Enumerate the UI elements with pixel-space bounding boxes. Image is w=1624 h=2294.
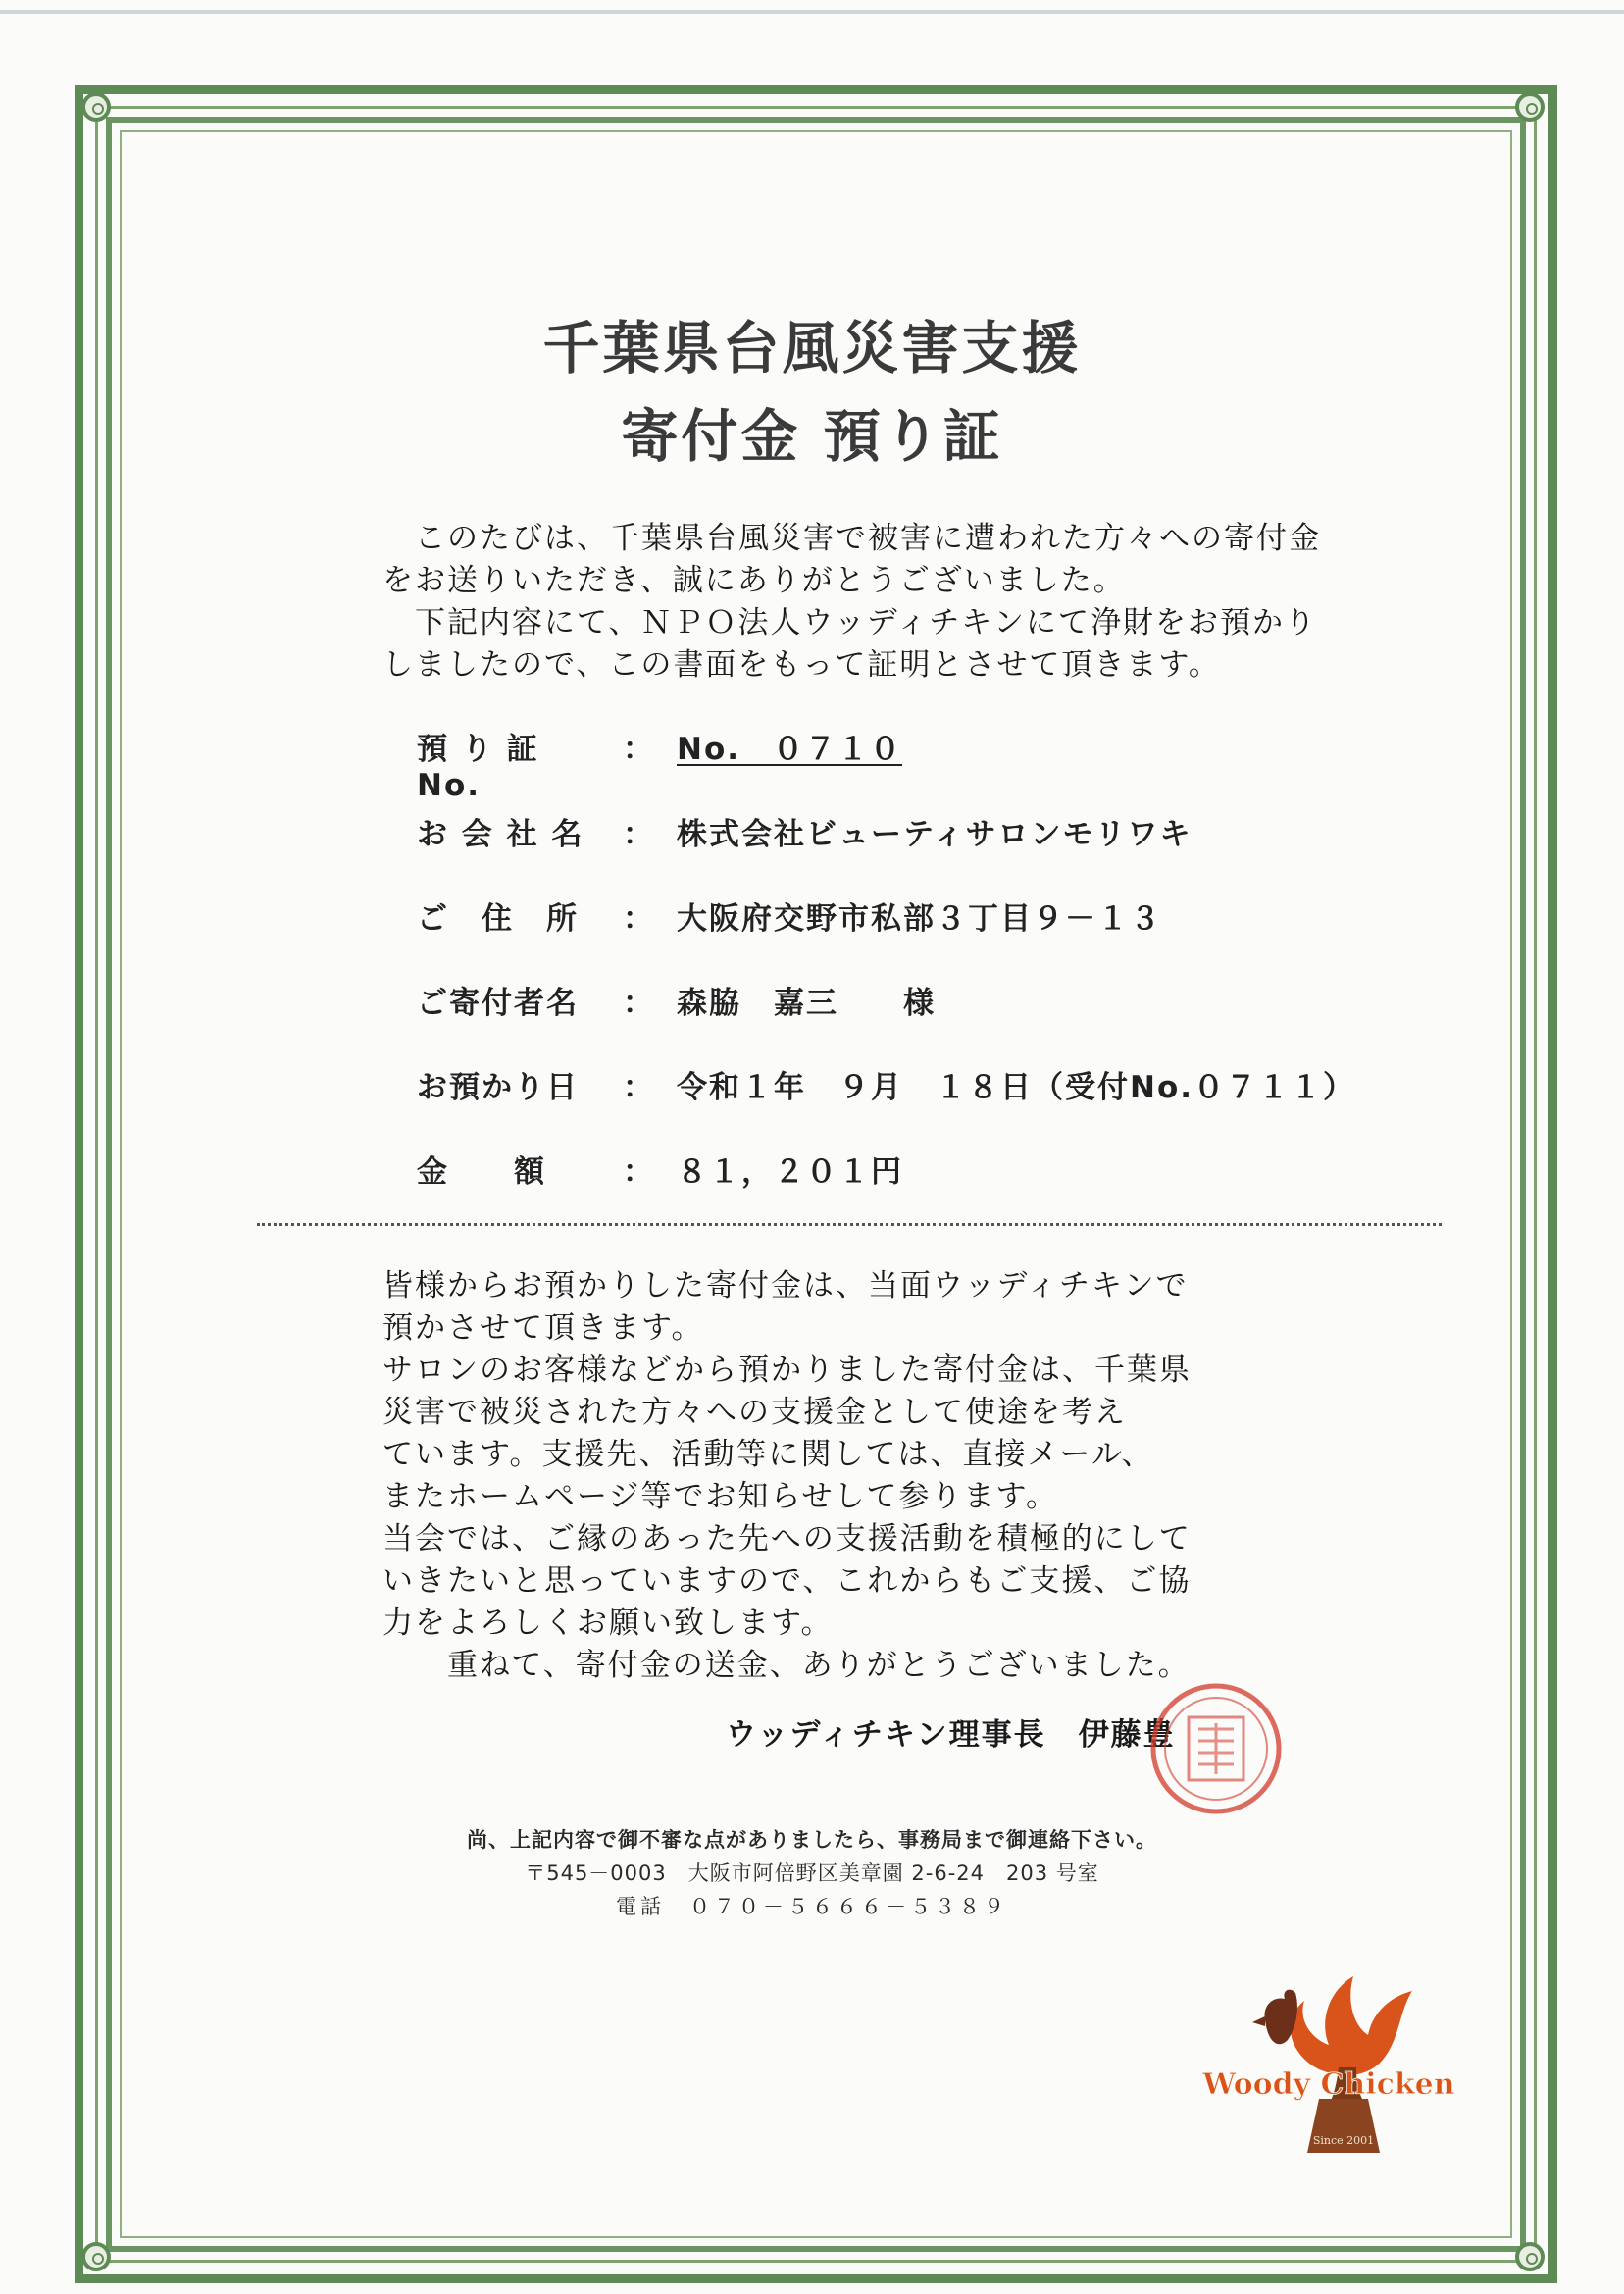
intro-line: しましたので、この書面をもって証明とさせて頂きます。 bbox=[382, 647, 1221, 683]
footer-note: 尚、上記内容で御不審な点がありましたら、事務局まで御連絡下さい。 bbox=[467, 1828, 1157, 1852]
footer-phone: 電話 ０７０－５６６６－５３８９ bbox=[616, 1895, 1008, 1918]
field-colon: ： bbox=[623, 986, 655, 1021]
rooster-icon bbox=[1252, 1976, 1412, 2153]
body-line: 力をよろしくお願い致します。 bbox=[382, 1606, 834, 1641]
intro-line: このたびは、千葉県台風災害で被害に遭われた方々への寄付金 bbox=[382, 521, 1321, 556]
field-label: 金 額 bbox=[417, 1154, 546, 1190]
corner-ornament-icon bbox=[81, 2242, 111, 2271]
signature-line: ウッディチキン理事長 伊藤豊 bbox=[726, 1717, 1176, 1753]
field-label: お預かり日 bbox=[417, 1070, 579, 1105]
document-title-line1: 千葉県台風災害支援 bbox=[542, 315, 1082, 382]
intro-line: をお送りいただき、誠にありがとうございました。 bbox=[382, 563, 1126, 598]
woody-chicken-logo bbox=[1172, 1952, 1486, 2158]
body-paragraph bbox=[382, 1265, 1192, 1687]
field-value: 令和１年 ９月 １８日（受付No.０７１１） bbox=[677, 1070, 1356, 1105]
body-line: 当会では、ご縁のあった先への支援活動を積極的にして bbox=[382, 1521, 1192, 1556]
field-value: 森脇 嘉三 様 bbox=[677, 986, 936, 1021]
corner-ornament-icon bbox=[81, 92, 111, 122]
field-colon: ： bbox=[623, 901, 655, 937]
field-colon: ： bbox=[623, 817, 655, 852]
body-line: 重ねて、寄付金の送金、ありがとうございました。 bbox=[382, 1648, 1191, 1683]
body-line: またホームページ等でお知らせして参ります。 bbox=[382, 1479, 1058, 1514]
body-line: 皆様からお預かりした寄付金は、当面ウッディチキンで bbox=[382, 1268, 1189, 1303]
corner-ornament-icon bbox=[1515, 2242, 1545, 2271]
field-label: お 会 社 名 bbox=[417, 817, 584, 852]
seal-stamp-icon bbox=[1147, 1680, 1285, 1817]
corner-ornament-icon bbox=[1515, 92, 1545, 122]
field-colon: ： bbox=[623, 1154, 655, 1190]
body-line: 災害で被災された方々への支援金として使途を考え bbox=[382, 1395, 1127, 1430]
logo-since: Since 2001 bbox=[1312, 2134, 1375, 2147]
body-line: 預かさせて頂きます。 bbox=[382, 1310, 704, 1346]
document-title-line2: 寄付金 預り証 bbox=[621, 403, 1003, 470]
field-value: ８１，２０１円 bbox=[677, 1154, 903, 1190]
scan-top-edge bbox=[0, 10, 1624, 14]
intro-paragraph bbox=[382, 518, 1321, 687]
field-label: ご寄付者名 bbox=[417, 986, 579, 1021]
field-label: ご 住 所 bbox=[417, 901, 579, 937]
logo-text: Woody Chicken bbox=[1202, 2067, 1455, 2102]
footer-address: 〒545－0003 大阪市阿倍野区美章園 2-6-24 203 号室 bbox=[525, 1861, 1099, 1885]
section-divider bbox=[257, 1223, 1442, 1226]
body-line: サロンのお客様などから預かりました寄付金は、千葉県 bbox=[382, 1352, 1192, 1388]
field-colon: ： bbox=[623, 732, 655, 767]
intro-line: 下記内容にて、ＮＰＯ法人ウッディチキンにて浄財をお預かり bbox=[382, 605, 1317, 640]
body-line: いきたいと思っていますので、これからもご支援、ご協 bbox=[382, 1563, 1192, 1599]
field-value: No. ０７１０ bbox=[677, 732, 903, 767]
field-value: 株式会社ビューティサロンモリワキ bbox=[677, 817, 1193, 852]
field-colon: ： bbox=[623, 1070, 655, 1105]
field-value: 大阪府交野市私部３丁目９－１３ bbox=[677, 901, 1162, 937]
body-line: ています。支援先、活動等に関しては、直接メール、 bbox=[382, 1437, 1154, 1472]
field-label: 預 り 証 No. bbox=[417, 732, 539, 803]
